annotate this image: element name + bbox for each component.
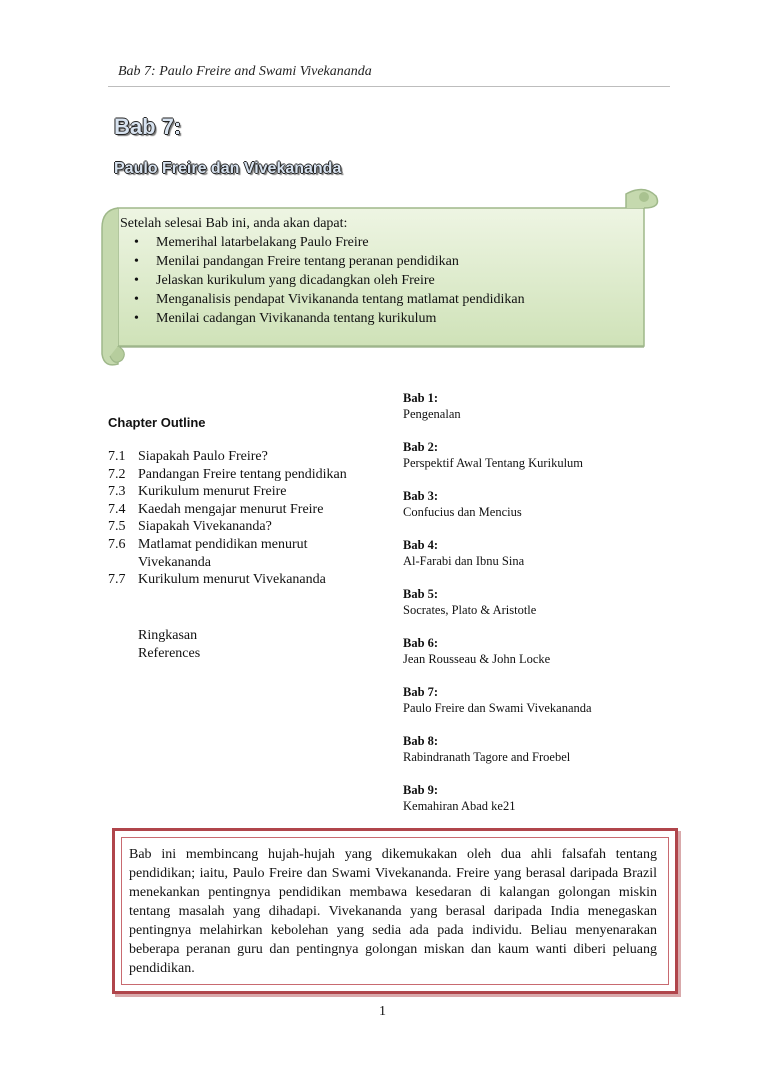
summary-label: Ringkasan bbox=[138, 628, 198, 643]
outline-item-number: 7.7 bbox=[108, 572, 126, 588]
outline-item bbox=[108, 448, 378, 466]
chapter-list-label: Bab 3: bbox=[403, 489, 439, 503]
chapter-list-item bbox=[403, 684, 683, 733]
outline-item-text: Kurikulum menurut Vivekananda bbox=[138, 572, 326, 588]
chapter-list-label: Bab 6: bbox=[403, 636, 439, 650]
chapter-list-name: Kemahiran Abad ke21 bbox=[403, 799, 516, 813]
outline-item-text: Kurikulum menurut Freire bbox=[138, 484, 287, 500]
chapter-list-label: Bab 8: bbox=[403, 734, 439, 748]
outline-item-text: Siapakah Paulo Freire? bbox=[138, 449, 268, 464]
objectives-content bbox=[120, 214, 640, 328]
objective-item: • Menilai pandangan Freire tentang peranan pendidikan bbox=[120, 252, 640, 271]
objectives-scroll-banner bbox=[96, 184, 662, 368]
chapter-outline-heading: Chapter Outline bbox=[108, 415, 206, 430]
outline-item-number: 7.1 bbox=[108, 449, 126, 464]
outline-item bbox=[108, 483, 378, 501]
summary-box bbox=[112, 828, 678, 994]
outline-item bbox=[108, 518, 378, 536]
chapter-list-item bbox=[403, 390, 683, 439]
chapter-subtitle: Paulo Freire dan Vivekananda bbox=[114, 160, 342, 177]
page-number: 1 bbox=[379, 1004, 386, 1019]
chapter-list-item bbox=[403, 537, 683, 586]
running-header: Bab 7: Paulo Freire and Swami Vivekananda bbox=[118, 64, 372, 79]
chapter-list-label: Bab 5: bbox=[403, 587, 439, 601]
chapter-list-item bbox=[403, 439, 683, 488]
chapter-list-item bbox=[403, 586, 683, 635]
chapter-list-item bbox=[403, 733, 683, 782]
chapter-list-label: Bab 2: bbox=[403, 440, 439, 454]
header-rule bbox=[108, 86, 670, 87]
chapter-list-name: Confucius dan Mencius bbox=[403, 505, 522, 519]
chapter-list-label: Bab 7: bbox=[403, 685, 439, 699]
chapter-title: Bab 7: bbox=[114, 114, 182, 139]
chapter-list-item bbox=[403, 488, 683, 537]
outline-item-number: 7.5 bbox=[108, 519, 126, 535]
chapter-list-label: Bab 1: bbox=[403, 391, 439, 405]
chapter-list-name: Perspektif Awal Tentang Kurikulum bbox=[403, 456, 584, 470]
outline-item-text: Matlamat pendidikan menurut Vivekananda bbox=[138, 536, 308, 570]
objectives-list bbox=[120, 233, 640, 328]
outline-item-number: 7.6 bbox=[108, 536, 126, 552]
objective-item: • Jelaskan kurikulum yang dicadangkan oleh Freire bbox=[120, 271, 640, 290]
outline-item-text: Kaedah mengajar menurut Freire bbox=[138, 501, 324, 517]
outline-item-number: 7.2 bbox=[108, 466, 126, 482]
chapter-list-name: Rabindranath Tagore and Froebel bbox=[403, 750, 571, 764]
objectives-intro: Setelah selesai Bab ini, anda akan dapat: bbox=[120, 216, 348, 231]
references-label: References bbox=[138, 646, 201, 661]
outline-item-number: 7.3 bbox=[108, 484, 126, 500]
chapter-list-name: Socrates, Plato & Aristotle bbox=[403, 603, 537, 617]
outline-item bbox=[108, 501, 378, 519]
chapter-list-label: Bab 9: bbox=[403, 783, 439, 797]
chapter-list-name: Paulo Freire dan Swami Vivekananda bbox=[403, 701, 592, 715]
outline-item-text: Pandangan Freire tentang pendidikan bbox=[138, 466, 347, 482]
objective-item: • Memerihal latarbelakang Paulo Freire bbox=[120, 233, 640, 252]
chapter-list-label: Bab 4: bbox=[403, 538, 439, 552]
chapter-list bbox=[403, 390, 683, 831]
outline-extras bbox=[138, 627, 200, 663]
objective-item: • Menilai cadangan Vivikananda tentang kurikulum bbox=[120, 309, 640, 328]
chapter-outline-list bbox=[108, 448, 378, 589]
objective-item: • Menganalisis pendapat Vivikananda tentang matlamat pendidikan bbox=[120, 290, 640, 309]
outline-item bbox=[108, 466, 378, 484]
outline-item-text: Siapakah Vivekananda? bbox=[138, 519, 272, 535]
chapter-list-name: Jean Rousseau & John Locke bbox=[403, 652, 551, 666]
outline-item-number: 7.4 bbox=[108, 501, 126, 517]
chapter-list-item bbox=[403, 782, 683, 831]
chapter-list-name: Pengenalan bbox=[403, 407, 461, 421]
summary-text: Bab ini membincang hujah-hujah yang dikemukakan oleh dua ahli falsafah tentang pendidikan; iaitu, Paulo Freire dan Swami Vivekananda. Freire yang berasal daripada Brazil menekankan pentingnya pendidikan membawa kesedaran di kalangan golongan miskin tentang masalah yang dihadapi. Vivekananda yang berasal daripada India menegaskan pentingnya melahirkan kebolehan yang sedia ada pada individu. Beliau menyenarakan beberapa peranan guru dan pentingnya golongan miskan dan kaum wanti diberi peluang pendidikan. bbox=[129, 847, 657, 976]
outline-item bbox=[108, 571, 378, 589]
chapter-list-item bbox=[403, 635, 683, 684]
outline-item bbox=[108, 536, 378, 571]
chapter-list-name: Al-Farabi dan Ibnu Sina bbox=[403, 554, 525, 568]
